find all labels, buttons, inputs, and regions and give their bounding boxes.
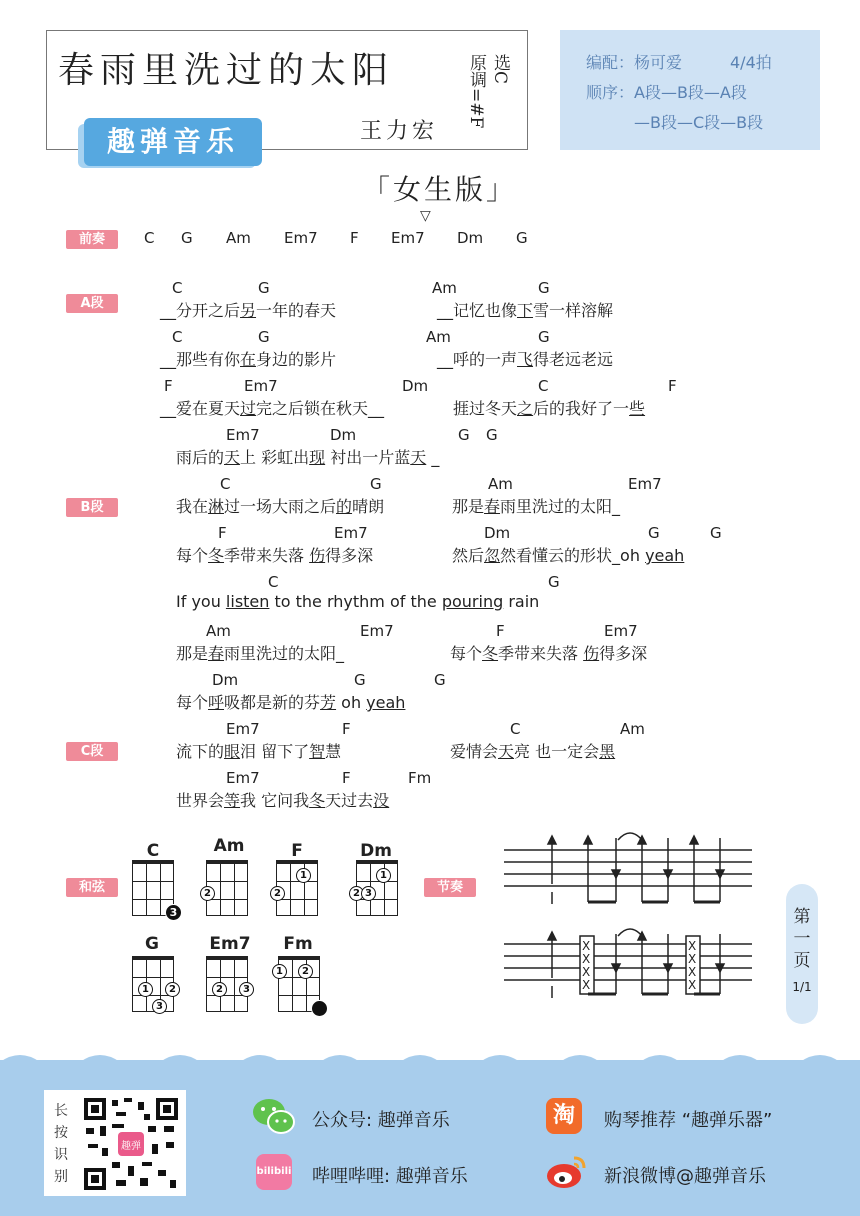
chord-name-am: Am <box>213 836 245 856</box>
page-number: 1/1 <box>792 980 812 994</box>
svg-text:X: X <box>688 939 697 953</box>
svg-text:X: X <box>582 965 591 979</box>
chord-diagram-em7: 2 3 <box>206 956 248 1012</box>
lyric-line: 雨后的天上 彩虹出现 衬出一片蓝天 _ <box>176 448 440 467</box>
chord-label: Am <box>620 720 645 738</box>
lyric-line: 流下的眼泪 留下了智慧 <box>176 742 342 761</box>
taobao-store[interactable]: 购琴推荐 “趣弹乐器” <box>604 1110 773 1131</box>
chord-label: Am <box>488 475 513 493</box>
chord-label: Am <box>206 622 231 640</box>
section-tag-chords: 和弦 <box>66 878 118 897</box>
wechat-account[interactable]: 公众号: 趣弹音乐 <box>312 1110 450 1131</box>
chord-label: G <box>354 671 366 689</box>
key-choose: 选C <box>490 54 510 85</box>
chord-label: Em7 <box>604 622 638 640</box>
chord-label: G <box>648 524 660 542</box>
chord-label: Am <box>426 328 451 346</box>
chord-label: Em7 <box>628 475 662 493</box>
chord-label: G <box>538 328 550 346</box>
taobao-icon[interactable]: 淘 <box>546 1098 582 1134</box>
chord-label: G <box>458 426 470 444</box>
chord-label: F <box>342 769 351 787</box>
chord-diagram-f: 1 2 <box>276 860 318 916</box>
qr-label: 长按识别 <box>54 1103 68 1185</box>
chord-label: Fm <box>408 769 432 787</box>
lyric-line: 每个冬季带来失落 伤得多深 <box>176 546 374 565</box>
order-line-2: —B段—C段—B段 <box>634 113 764 132</box>
chord-name-fm: Fm <box>283 934 313 954</box>
svg-text:X: X <box>688 965 697 979</box>
svg-text:X: X <box>582 939 591 953</box>
lyric-line: __分开之后另一年的春天 <box>160 301 337 320</box>
chord-label: Dm <box>212 671 239 689</box>
chord-diagram-dm: 1 2 3 <box>356 860 398 916</box>
chord-label: Em7 <box>360 622 394 640</box>
chord-label: Am <box>432 279 457 297</box>
intro-chord: Em7 <box>391 229 425 247</box>
page-label: 第一页 <box>793 907 811 971</box>
lyric-line: If you listen to the rhythm of the pouring rain <box>176 592 540 611</box>
chord-label: Em7 <box>244 377 278 395</box>
chord-name-em7: Em7 <box>209 934 251 954</box>
lyric-line: 我在淋过一场大雨之后的晴朗 <box>176 497 385 516</box>
lyric-line: 捱过冬天之后的我好了一些 <box>453 399 646 418</box>
section-tag-a: A段 <box>66 294 118 313</box>
chord-label: G <box>258 328 270 346</box>
intro-chord: G <box>516 229 528 247</box>
chord-label: Em7 <box>334 524 368 542</box>
chord-diagram-g: 1 2 3 <box>132 956 174 1012</box>
strum-pattern-1 <box>504 833 752 904</box>
bilibili-icon[interactable]: bilibili <box>256 1154 292 1190</box>
chord-label: F <box>218 524 227 542</box>
chord-label: C <box>220 475 231 493</box>
chord-name-dm: Dm <box>360 841 392 861</box>
chord-label: C <box>510 720 521 738</box>
chord-label: C <box>268 573 279 591</box>
chord-label: F <box>342 720 351 738</box>
chord-name-c: C <box>146 841 160 861</box>
brand-label: 趣弹音乐 <box>84 118 262 166</box>
svg-text:X: X <box>582 952 591 966</box>
chord-label: G <box>486 426 498 444</box>
qr-center-text: 趣弹 <box>121 1141 141 1152</box>
intro-chord: Em7 <box>284 229 318 247</box>
chord-diagram-fm: 1 2 <box>278 956 320 1012</box>
chord-label: G <box>710 524 722 542</box>
chord-label: G <box>370 475 382 493</box>
chord-label: G <box>258 279 270 297</box>
time-signature: 4/4拍 <box>730 53 772 72</box>
chord-name-g: G <box>145 934 159 954</box>
chord-label: Em7 <box>226 426 260 444</box>
chord-name-f: F <box>291 841 303 861</box>
chord-label: Em7 <box>226 720 260 738</box>
lyric-line: 然后忽然看懂云的形状_oh yeah <box>452 546 685 565</box>
rhythm-diagram <box>500 830 760 1010</box>
qr-code-icon[interactable] <box>82 1096 180 1192</box>
chord-label: G <box>548 573 560 591</box>
lyric-line: 每个冬季带来失落 伤得多深 <box>450 644 648 663</box>
chord-label: F <box>496 622 505 640</box>
intro-chord: Am <box>226 229 251 247</box>
section-tag-b: B段 <box>66 498 118 517</box>
lyric-line: 每个呼吸都是新的芬芳 oh yeah <box>176 693 406 712</box>
intro-chord: F <box>350 229 359 247</box>
triangle-marker-icon: ▽ <box>420 208 431 224</box>
intro-chord: Dm <box>457 229 484 247</box>
svg-text:X: X <box>688 952 697 966</box>
bilibili-account[interactable]: 哔哩哔哩: 趣弹音乐 <box>312 1166 468 1187</box>
strum-pattern-2 <box>504 929 752 998</box>
order-line-1: 顺序：A段—B段—A段 <box>586 83 747 102</box>
chord-label: Dm <box>330 426 357 444</box>
singer-name: 王力宏 <box>360 119 439 144</box>
arranger: 编配：杨可爱 <box>586 53 683 72</box>
chord-label: C <box>172 328 183 346</box>
section-tag-c: C段 <box>66 742 118 761</box>
wechat-icon[interactable] <box>252 1096 296 1132</box>
lyric-line: __记忆也像下雪一样溶解 <box>437 301 614 320</box>
lyric-line: 世界会等我 它问我冬天过去没 <box>176 791 390 810</box>
section-tag-intro: 前奏 <box>66 230 118 249</box>
chord-label: C <box>538 377 549 395</box>
chord-label: C <box>172 279 183 297</box>
intro-chord: G <box>181 229 193 247</box>
song-title: 春雨里洗过的太阳 <box>58 50 395 91</box>
chord-diagram-am: 2 <box>206 860 248 916</box>
lyric-line: __那些有你在身边的影片 <box>160 350 337 369</box>
lyric-line: 爱情会天亮 也一定会黑 <box>450 742 616 761</box>
weibo-account[interactable]: 新浪微博@趣弹音乐 <box>604 1166 766 1187</box>
intro-chord: C <box>144 229 155 247</box>
chord-diagram-c: 3 <box>132 860 174 916</box>
chord-label: F <box>164 377 173 395</box>
section-tag-rhythm: 节奏 <box>424 878 476 897</box>
chord-label: F <box>668 377 677 395</box>
chord-label: Em7 <box>226 769 260 787</box>
chord-label: G <box>434 671 446 689</box>
svg-text:X: X <box>688 978 697 992</box>
lyric-line: __爱在夏天过完之后锁在秋天__ <box>160 399 385 418</box>
version-label: 「女生版」 <box>362 173 518 206</box>
lyric-line: 那是春雨里洗过的太阳_ <box>452 497 621 516</box>
key-original: 原调=#F <box>466 54 486 129</box>
chord-label: Dm <box>484 524 511 542</box>
weibo-icon[interactable] <box>544 1152 588 1192</box>
svg-text:X: X <box>582 978 591 992</box>
chord-label: G <box>538 279 550 297</box>
chord-label: Dm <box>402 377 429 395</box>
lyric-line: 那是春雨里洗过的太阳_ <box>176 644 345 663</box>
lyric-line: __呼的一声飞得老远老远 <box>437 350 614 369</box>
